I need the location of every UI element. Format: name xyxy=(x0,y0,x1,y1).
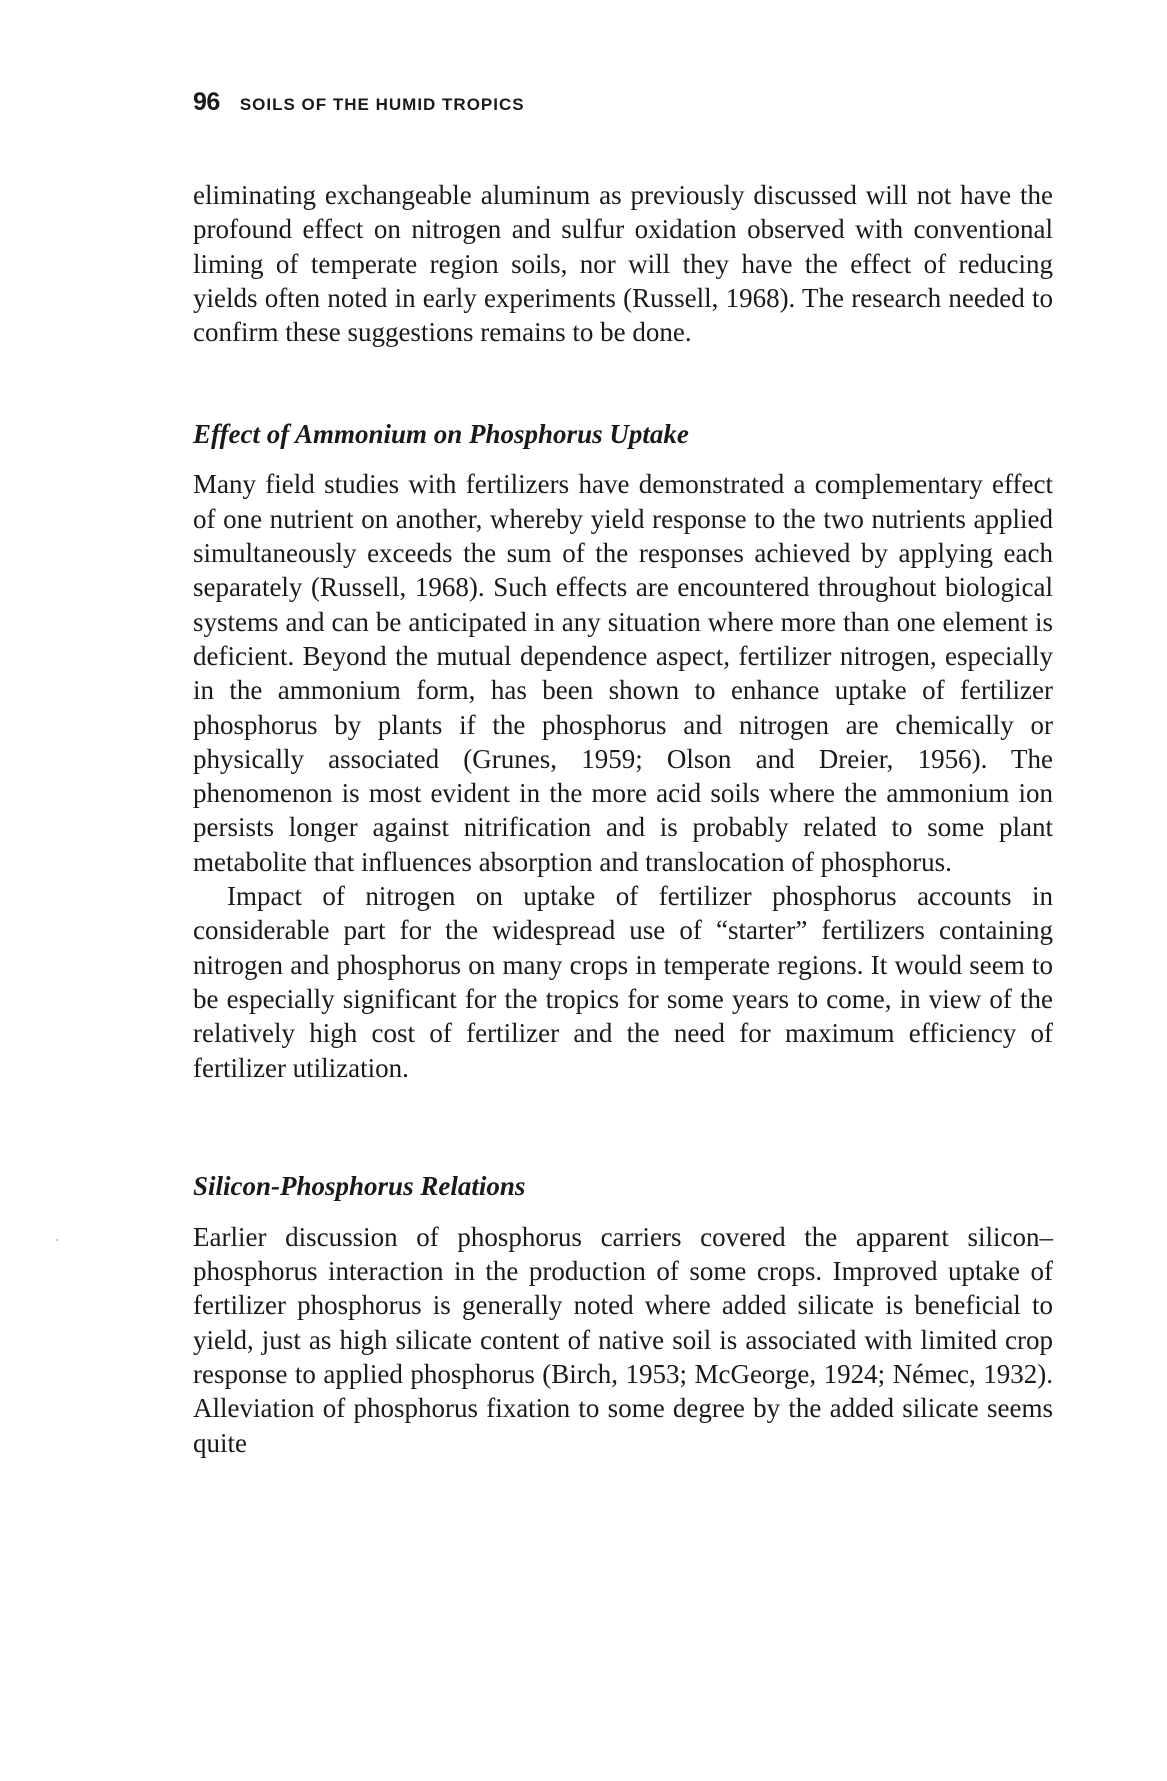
intro-paragraph: eliminating exchangeable aluminum as previously discussed will not have the profound effect on nitrogen and sulfur oxidation observed with conventional liming of temperate region soils, nor will they have the effect of reducing yields often noted in early experiments (Russell, 1968). The research needed to confirm these suggestions remains to be done. xyxy=(193,180,1053,348)
page-number: 96 xyxy=(193,88,220,116)
ammonium-paragraph-2: Impact of nitrogen on uptake of fertilizer phosphorus accounts in considerable part for the widespread use of “starter” fertilizers containing nitrogen and phosphorus on many crops in temperate regions. It would seem to be especially significant for the tropics for some years to come, in view of the relatively high cost of fertilizer and the need for maximum efficiency of fertilizer utilization. xyxy=(193,881,1053,1083)
running-title: SOILS OF THE HUMID TROPICS xyxy=(239,95,525,114)
book-page xyxy=(193,88,1053,1460)
ammonium-paragraph-1: Many field studies with fertilizers have demonstrated a complementary effect of one nutrient on another, whereby yield response to the two nutrients applied simultaneously exceeds the sum of the responses achieved by applying each separately (Russell, 1968). Such effects are encountered throughout biological systems and can be anticipated in any situation where more than one element is deficient. Beyond the mutual dependence aspect, fertilizer nitrogen, especially in the ammonium form, has been shown to enhance uptake of fertilizer phosphorus by plants if the phosphorus and nitrogen are chemically or physically associated (Grunes, 1959; Olson and Dreier, 1956). The phenomenon is most evident in the more acid soils where the ammonium ion persists longer against nitrification and is probably related to some plant metabolite that influences absorption and translocation of phosphorus. xyxy=(193,469,1053,877)
scan-speck xyxy=(56,1239,58,1241)
silicon-paragraph-1: Earlier discussion of phosphorus carriers covered the apparent silicon–phosphorus interaction in the production of some crops. Improved uptake of fertilizer phosphorus is generally noted where added silicate is beneficial to yield, just as high silicate content of native soil is associated with limited crop response to applied phosphorus (Birch, 1953; McGeorge, 1924; Némec, 1932). Alleviation of phosphorus fixation to some degree by the added silicate seems quite xyxy=(193,1221,1053,1458)
section-heading-ammonium: Effect of Ammonium on Phosphorus Uptake xyxy=(193,419,689,450)
running-head xyxy=(193,88,1053,128)
section-heading-silicon: Silicon-Phosphorus Relations xyxy=(193,1170,526,1201)
